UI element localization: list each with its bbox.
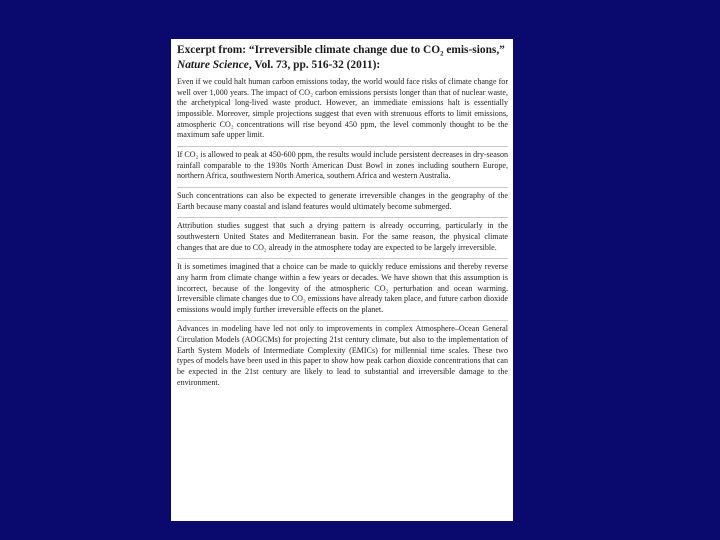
paragraph-5: It is sometimes imagined that a choice can be made to quickly reduce emissions and thereby reverse any harm from climate change within a few years or decades. We have shown that this assumption is incorrect, because of the longevity of the atmospheric CO₂ perturbation and ocean warming. Irreversible climate changes due to CO₂ emissions have already taken place, and future carbon dioxide emissions would imply further irreversible effects on the planet. [177, 262, 508, 314]
journal-name: Nature Science [177, 59, 249, 71]
title-prefix: Excerpt from: “Irreversible climate change due to CO₂ emis-sions,” [177, 44, 505, 56]
paragraph-2: If CO₂ is allowed to peak at 450-600 ppm, the results would include persistent decreases in dry-season rainfall comparable to the 1930s North American Dust Bowl in zones including southern Europe, northern Africa, southwestern North America, southern Africa and western Australia. [177, 149, 508, 181]
paragraph-1: Even if we could halt human carbon emissions today, the world would face risks of climate change for well over 1,000 years. The impact of CO₂ carbon emissions persists longer than that of nuclear waste, the archetypical long-lived waste product. However, an immediate emissions halt is essentially impossible. Moreover, simple projections suggest that even with strenuous efforts to limit emissions, atmospheric CO₂ concentrations will rise beyond 450 ppm, the level commonly thought to be the maximum safe upper limit. [177, 77, 508, 140]
divider [177, 320, 508, 321]
divider [177, 187, 508, 188]
divider [177, 217, 508, 218]
excerpt-title [177, 43, 508, 73]
citation: , Vol. 73, pp. 516-32 (2011): [248, 59, 381, 71]
divider [177, 146, 508, 147]
paragraph-3: Such concentrations can also be expected to generate irreversible changes in the geography of the Earth because many coastal and island features would ultimately become submerged. [177, 190, 508, 211]
excerpt-page [171, 39, 513, 521]
divider [177, 258, 508, 259]
paragraph-4: Attribution studies suggest that such a drying pattern is already occurring, particularly in the southwestern United States and Mediterranean basin. For the same reason, the physical climate changes that are due to CO₂ already in the atmosphere today are expected to be largely irreversible. [177, 221, 508, 252]
paragraph-6: Advances in modeling have led not only to improvements in complex Atmosphere–Ocean General Circulation Models (AOGCMs) for projecting 21st century climate, but also to the implementation of Earth System Models of Intermediate Complexity (EMICs) for millennial time scales. These two types of models have been used in this paper to show how peak carbon dioxide concentrations that can be expected in the 21st century are likely to lead to substantial and irreversible damage to the environment. [177, 324, 508, 387]
